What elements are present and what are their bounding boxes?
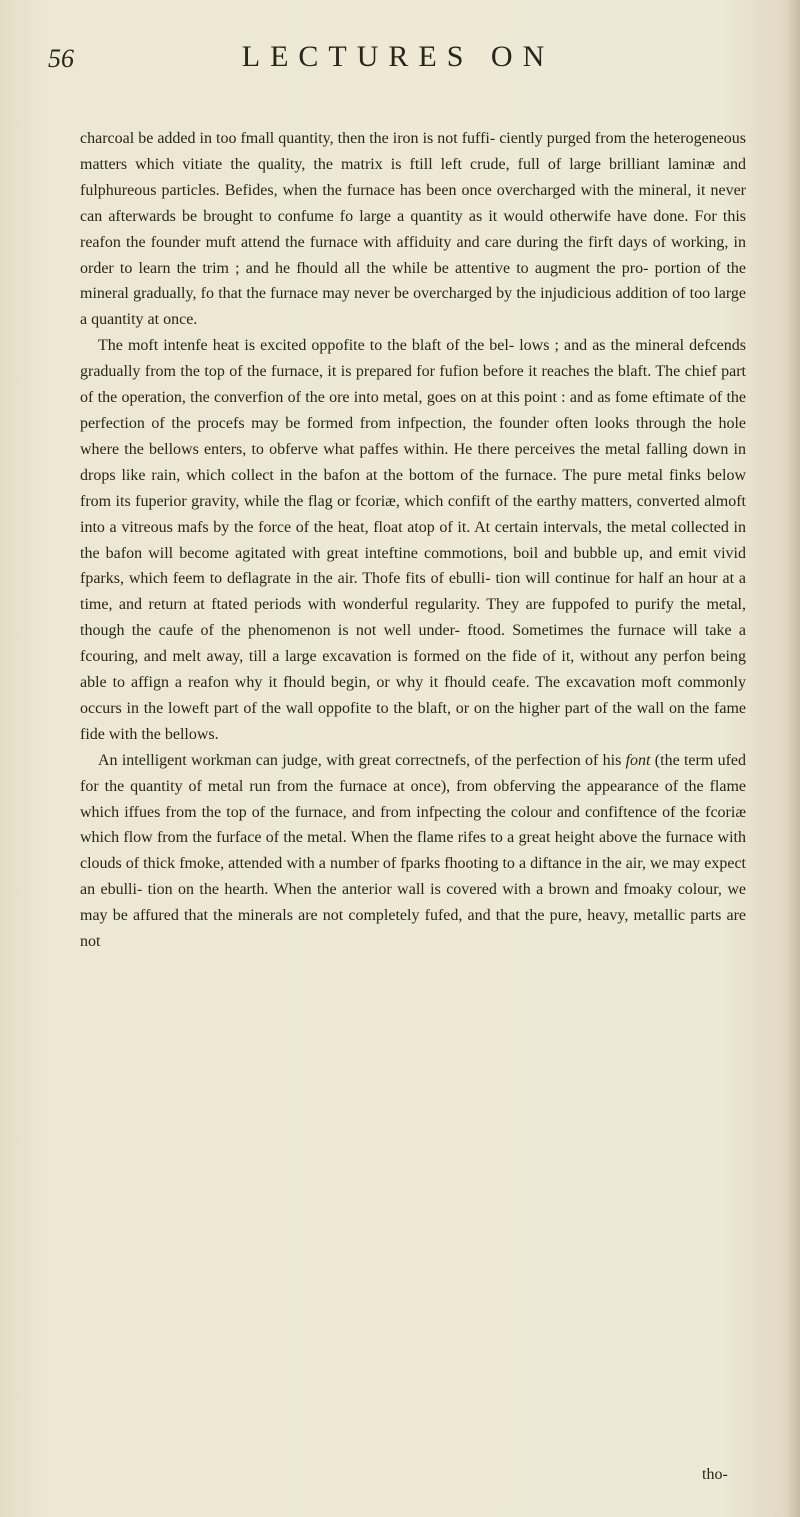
catchword: tho- — [702, 1466, 728, 1483]
paragraph-3-emphasis: font — [625, 751, 651, 769]
paragraph-3 — [80, 748, 746, 955]
paragraph-3-text-after: (the term ufed for the quantity of metal run from the furnace at once), from obferving the appearance of the flame which iffues from the top of the furnace, and from infpecting the colour and confiftence of the fcoriæ which flow from the furface of the metal. When the flame rifes to a great height above the furnace with clouds of thick fmoke, attended with a number of fparks fhooting to a diftance in the air, we may expect an ebulli- tion on the hearth. When the anterior wall is covered with a brown and fmoaky colour, we may be affured that the minerals are not completely fufed, and that the pure, heavy, metallic parts are not — [80, 751, 746, 951]
page-number: 56 — [48, 44, 74, 73]
body-text — [80, 126, 746, 955]
paragraph-2: The moft intenfe heat is excited oppofite to the blaft of the bel- lows ; and as the mineral defcends gradually from the top of the furnace, it is prepared for fufion before it reaches the blaft. The chief part of the operation, the converfion of the ore into metal, goes on at this point : and as fome eftimate of the perfection of the procefs may be formed from infpection, the founder often looks through the hole where the bellows enters, to obferve what paffes within. He there perceives the metal falling down in drops like rain, which collect in the bafon at the bottom of the furnace. The pure metal finks below from its fuperior gravity, while the flag or fcoriæ, which confift of the earthy matters, converted almoft into a vitreous mafs by the force of the heat, float atop of it. At certain intervals, the metal collected in the bafon will become agitated with great inteftine commotions, boil and bubble up, and emit vivid fparks, which feem to deflagrate in the air. Thofe fits of ebulli- tion will continue for half an hour at a time, and return at ftated periods with wonderful regularity. They are fuppofed to purify the metal, though the caufe of the phenomenon is not well under- ftood. Sometimes the furnace will take a fcouring, and melt away, till a large excavation is formed on the fide of it, without any perfon being able to affign a reafon why it fhould begin, or why it fhould ceafe. The excavation moft commonly occurs in the loweft part of the wall oppofite to the blaft, or on the higher part of the wall on the fame fide with the bellows. — [80, 337, 746, 743]
running-head: LECTURES ON — [241, 40, 555, 73]
page-header — [48, 40, 748, 80]
paragraph-1: charcoal be added in too fmall quantity, then the iron is not fuffi- ciently purged from the heterogeneous matters which vitiate the quality, the matrix is ftill left crude, full of large brilliant laminæ and fulphureous particles. Befides, when the furnace has been once overcharged with the mineral, it never can afterwards be brought to confume fo large a quantity as it would otherwife have done. For this reafon the founder muft attend the furnace with affiduity and care during the firft days of working, in order to learn the trim ; and he fhould all the while be attentive to augment the pro- portion of the mineral gradually, fo that the furnace may never be overcharged by the injudicious addition of too large a quantity at once. — [80, 130, 746, 329]
page-edge-shadow — [786, 0, 800, 1517]
paragraph-3-text-before: An intelligent workman can judge, with great correctnefs, of the perfection of his — [98, 751, 626, 769]
